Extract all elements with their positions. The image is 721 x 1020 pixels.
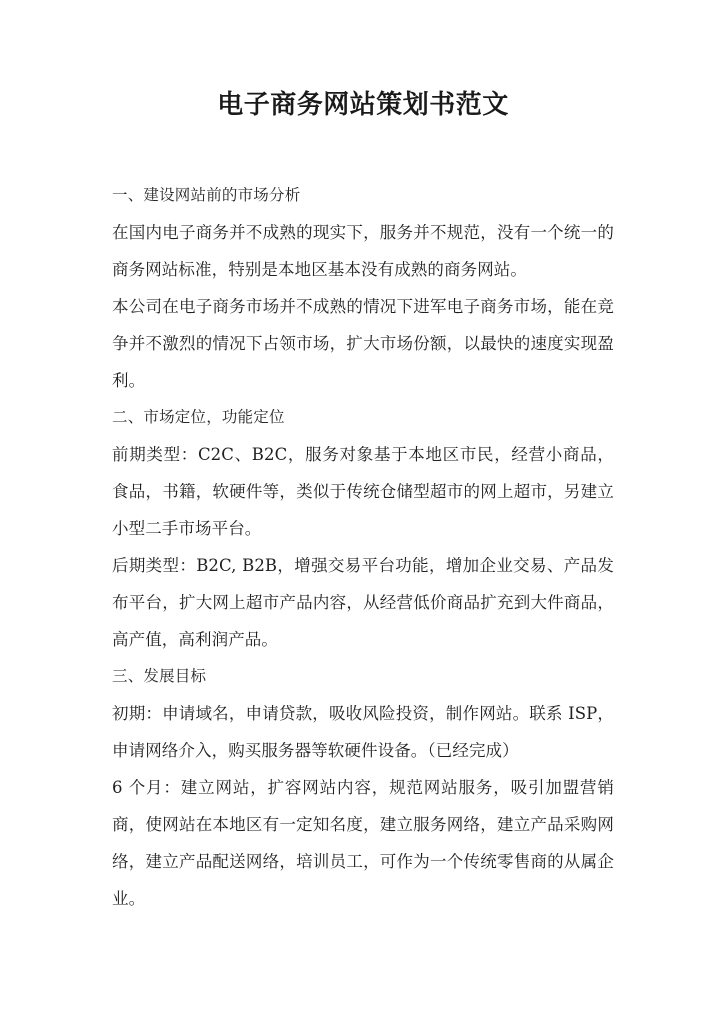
- section-heading-2: 二、市场定位，功能定位: [112, 408, 285, 426]
- paragraph-goal-initial: 初期：申请域名，申请贷款，吸收风险投资，制作网站。联系 ISP，申请网络介入，购买服务器等软硬件设备。（已经完成）: [112, 704, 614, 760]
- page-title: 电子商务网站策划书范文: [217, 90, 509, 120]
- paragraph-later-stage-type: 后期类型：B2C, B2B，增强交易平台功能，增加企业交易、产品发布平台，扩大网上超市产品内容，从经营低价商品扩充到大件商品，高产值，高利润产品。: [112, 556, 614, 649]
- document-content: [112, 177, 614, 917]
- paragraph-market-analysis-1: 在国内电子商务并不成熟的现实下，服务并不规范，没有一个统一的商务网站标准，特别是本地区基本没有成熟的商务网站。: [112, 223, 614, 279]
- paragraph-market-analysis-2: 本公司在电子商务市场并不成熟的情况下进军电子商务市场，能在竞争并不激烈的情况下占领市场，扩大市场份额，以最快的速度实现盈利。: [112, 297, 614, 390]
- paragraph-goal-six-months: 6 个月：建立网站，扩容网站内容，规范网站服务，吸引加盟营销商，使网站在本地区有一定知名度，建立服务网络，建立产品采购网络，建立产品配送网络，培训员工，可作为一个传统零售商的从属企业。: [112, 778, 614, 908]
- section-heading-1: 一、建设网站前的市场分析: [112, 186, 301, 204]
- document-body: [112, 0, 614, 917]
- paragraph-early-stage-type: 前期类型：C2C、B2C，服务对象基于本地区市民，经营小商品，食品，书籍，软硬件等，类似于传统仓储型超市的网上超市，另建立小型二手市场平台。: [112, 445, 614, 538]
- section-heading-3: 三、发展目标: [112, 667, 207, 685]
- title-body-spacer: [112, 122, 614, 177]
